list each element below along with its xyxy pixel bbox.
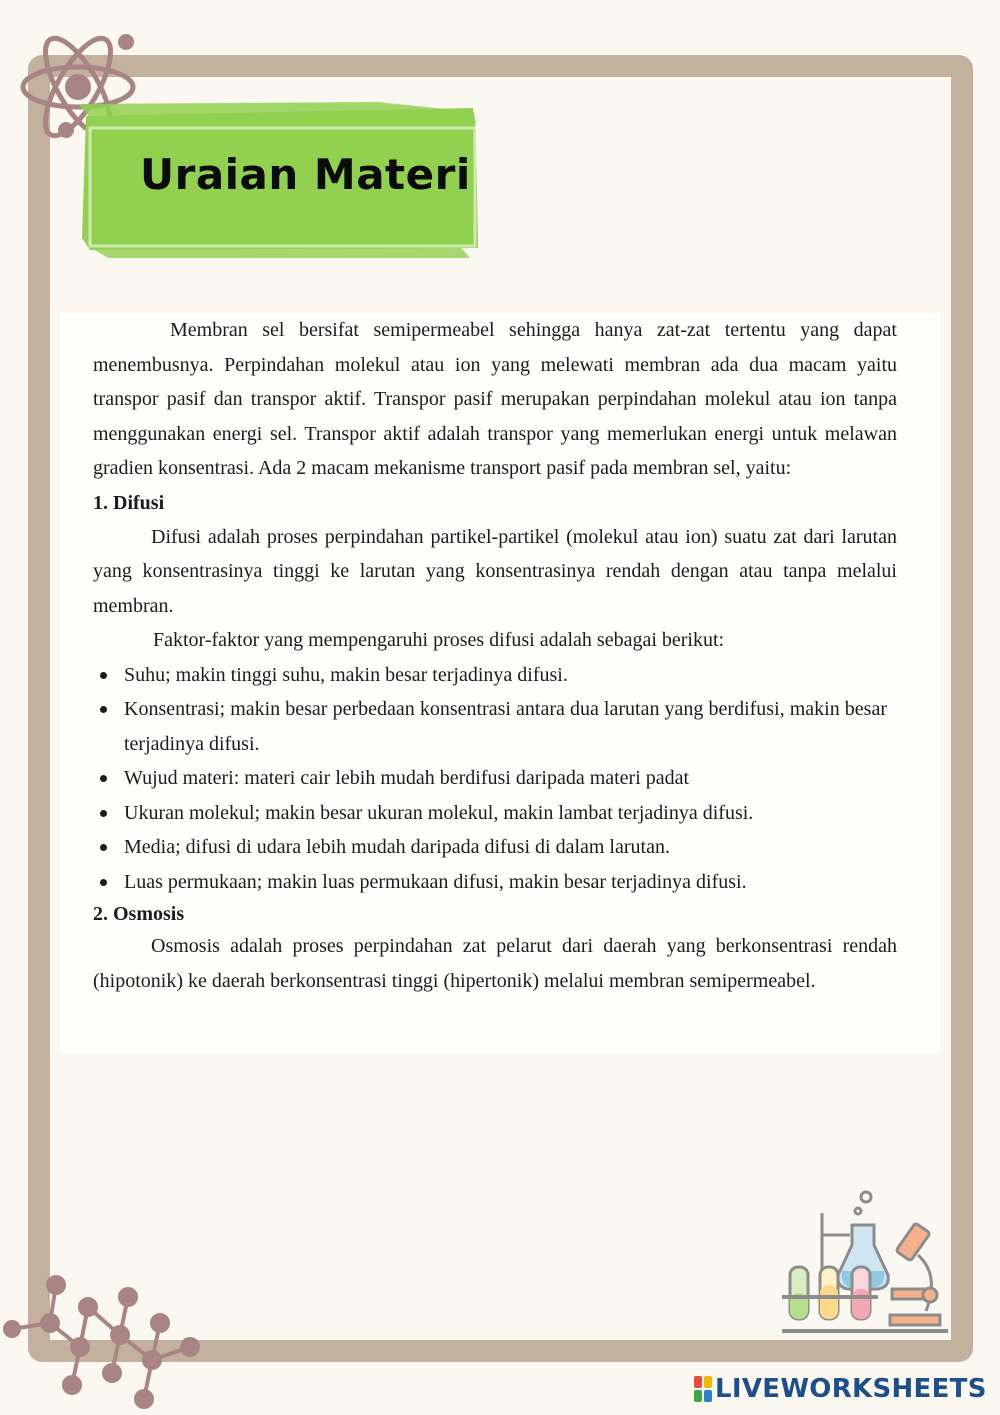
osmosis-heading: 2. Osmosis (93, 903, 185, 925)
liveworksheets-mark-icon (694, 1376, 712, 1402)
bullet-icon (100, 844, 107, 851)
difusi-factors-intro: Faktor-faktor yang mempengaruhi proses difusi adalah sebagai berikut: (153, 629, 725, 651)
list-item: Luas permukaan; makin luas permukaan difusi, makin besar terjadinya difusi. (93, 865, 897, 900)
list-item: Media; difusi di udara lebih mudah daripada difusi di dalam larutan. (93, 830, 897, 865)
page-title: Uraian Materi (140, 150, 471, 199)
difusi-factors-list (93, 658, 897, 900)
intro-paragraph: Membran sel bersifat semipermeabel sehingga hanya zat-zat tertentu yang dapat menembusnya. Perpindahan molekul atau ion yang melewati membran ada dua macam yaitu transpor pasif dan transpor aktif. Transpor pasif merupakan perpindahan molekul atau ion tanpa menggunakan energi sel. Transpor aktif adalah transpor yang memerlukan energi untuk melawan gradien konsentrasi. Ada 2 macam mekanisme transport pasif pada membran sel, yaitu: (93, 319, 897, 479)
bullet-icon (100, 879, 107, 886)
logo-text: LIVEWORKSHEETS (715, 1374, 987, 1404)
bullet-icon (100, 775, 107, 782)
difusi-definition: Difusi adalah proses perpindahan partikel-partikel (molekul atau ion) suatu zat dari larutan yang konsentrasinya tinggi ke larutan yang konsentrasinya rendah dengan atau tanpa melalui membran. (93, 525, 897, 617)
list-item: Ukuran molekul; makin besar ukuran molekul, makin lambat terjadinya difusi. (93, 796, 897, 831)
bullet-icon (100, 810, 107, 817)
list-item: Suhu; makin tinggi suhu, makin besar terjadinya difusi. (93, 658, 897, 693)
bullet-icon (100, 706, 107, 713)
difusi-heading: 1. Difusi (93, 491, 165, 514)
lab-equipment-icon (780, 1185, 950, 1335)
liveworksheets-logo (694, 1372, 987, 1406)
list-item: Wujud materi: materi cair lebih mudah berdifusi daripada materi padat (93, 761, 897, 796)
bullet-icon (100, 672, 107, 679)
osmosis-definition: Osmosis adalah proses perpindahan zat pelarut dari daerah yang berkonsentrasi rendah (hipotonik) ke daerah berkonsentrasi tinggi (hipertonik) melalui membran semipermeabel. (93, 935, 897, 992)
list-item: Konsentrasi; makin besar perbedaan konsentrasi antara dua larutan yang berdifusi, makin besar terjadinya difusi. (93, 692, 897, 761)
content-box (60, 313, 940, 1053)
molecule-icon (0, 1265, 215, 1415)
title-banner (78, 98, 480, 263)
